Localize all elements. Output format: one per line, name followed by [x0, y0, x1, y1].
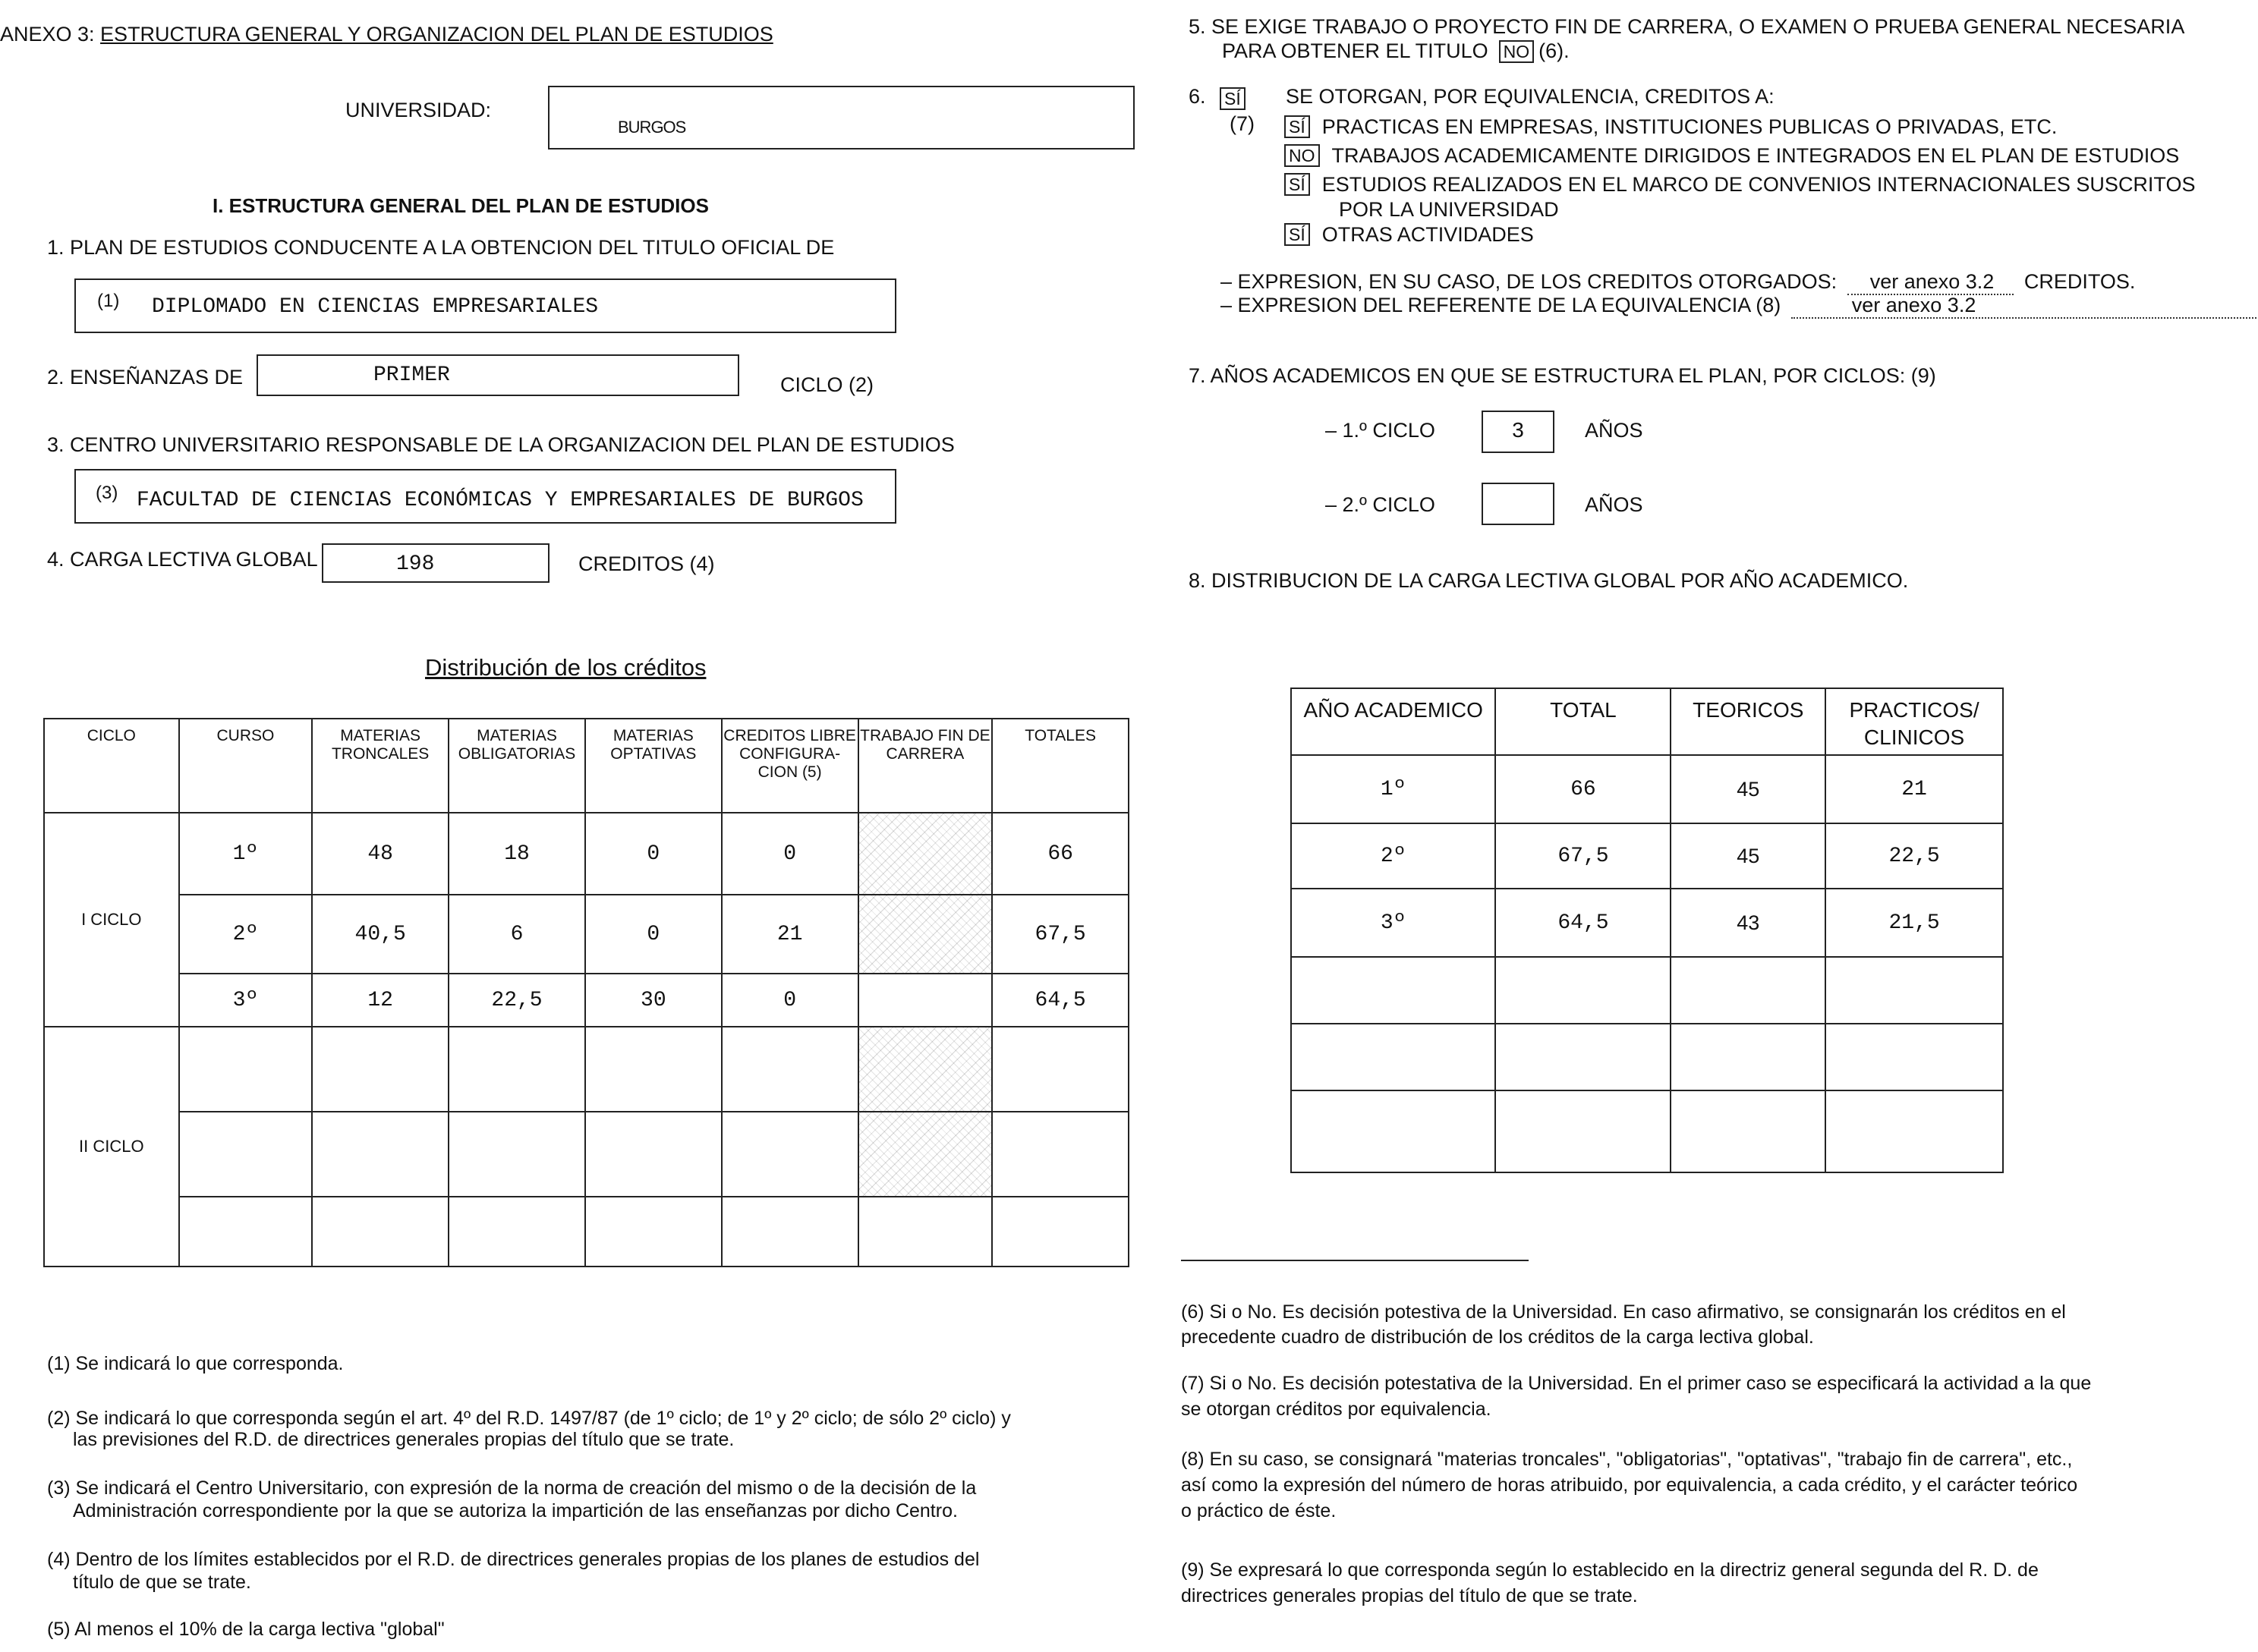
expr2: [1220, 294, 2258, 319]
col-obligatorias: MATERIAS OBLIGATORIAS: [449, 719, 585, 813]
q7-c1-label: – 1.º CICLO: [1325, 419, 1435, 442]
year-header-row: [1291, 688, 2003, 755]
q6-item-text: PRACTICAS EN EMPRESAS, INSTITUCIONES PUBLICAS O PRIVADAS, ETC.: [1321, 115, 2058, 138]
empty-cell: [585, 1197, 722, 1267]
q6-item: [1284, 112, 2195, 141]
col-ano-academico: AÑO ACADEMICO: [1291, 688, 1495, 755]
table-row: [1291, 1090, 2003, 1172]
empty-cell: [1291, 1024, 1495, 1090]
q6-item-cont: POR LA UNIVERSIDAD: [1339, 197, 1559, 221]
q2-field: [257, 354, 739, 396]
trabajo-cell: [858, 974, 993, 1027]
empty-cell: [449, 1197, 585, 1267]
curso-cell: 1º: [179, 813, 313, 895]
empty-cell: [1671, 1090, 1825, 1172]
table-row: [1291, 823, 2003, 889]
table-row: [44, 895, 1129, 974]
col-teoricos: TEORICOS: [1671, 688, 1825, 755]
q6-ref: (7): [1230, 112, 1255, 135]
footnote-3: (3) Se indicará el Centro Universitario, con expresión de la norma de creación del mismo o de la decisión de la: [47, 1477, 977, 1499]
year-distribution-table: [1290, 688, 2004, 1173]
expr1-value: ver anexo 3.2: [1847, 270, 2014, 295]
footnote-9: (9) Se expresará lo que corresponda según lo establecido en la directriz general segunda del R. D. de: [1181, 1559, 2039, 1581]
trabajo-cell-shaded: [858, 1027, 993, 1112]
q8-label: 8. DISTRIBUCION DE LA CARGA LECTIVA GLOBAL POR AÑO ACADEMICO.: [1189, 569, 1909, 592]
empty-cell: [1495, 957, 1671, 1024]
q2-value: PRIMER: [373, 363, 450, 387]
expr1-suffix: CREDITOS.: [2023, 270, 2136, 293]
q6-item-checkbox: SÍ: [1284, 173, 1310, 196]
curso-cell: 3º: [179, 974, 313, 1027]
q1-value: DIPLOMADO EN CIENCIAS EMPRESARIALES: [152, 295, 599, 319]
q6-item-checkbox: SÍ: [1284, 115, 1310, 138]
dist-header-row: [44, 719, 1129, 813]
q7-c2-field: [1482, 483, 1554, 525]
ciclo-1-label: I CICLO: [44, 813, 179, 1027]
footnote-8-cont2: o práctico de éste.: [1181, 1500, 1337, 1521]
annex-prefix: ANEXO 3:: [0, 23, 101, 46]
empty-cell: [722, 1027, 858, 1112]
teoricos-cell: 45: [1671, 823, 1825, 889]
empty-cell: [722, 1112, 858, 1197]
universidad-label: UNIVERSIDAD:: [345, 99, 492, 121]
q7-label: 7. AÑOS ACADEMICOS EN QUE SE ESTRUCTURA EL PLAN, POR CICLOS: (9): [1189, 364, 1936, 387]
col-libre-configuracion: CREDITOS LIBRE CONFIGURA- CION (5): [722, 719, 858, 813]
empty-cell: [1495, 1024, 1671, 1090]
q6-item: [1284, 170, 2195, 199]
q1-label: 1. PLAN DE ESTUDIOS CONDUCENTE A LA OBTENCION DEL TITULO OFICIAL DE: [47, 236, 835, 259]
empty-cell: [585, 1027, 722, 1112]
expr1: [1220, 270, 2135, 295]
obligatorias-cell: 22,5: [449, 974, 585, 1027]
total-cell: 66: [1495, 755, 1671, 823]
q6-item-checkbox: SÍ: [1284, 223, 1310, 246]
q5-line2-suffix: (6).: [1538, 39, 1570, 62]
table-row: [44, 974, 1129, 1027]
footnote-4-cont: título de que se trate.: [73, 1572, 251, 1593]
footnote-7-cont: se otorgan créditos por equivalencia.: [1181, 1399, 1491, 1420]
totales-cell: 67,5: [992, 895, 1129, 974]
table-row: [44, 1112, 1129, 1197]
empty-cell: [1671, 1024, 1825, 1090]
q5-line2-text: PARA OBTENER EL TITULO: [1222, 39, 1488, 62]
empty-cell: [179, 1112, 313, 1197]
empty-cell: [449, 1112, 585, 1197]
empty-cell: [449, 1027, 585, 1112]
footnote-8-cont: así como la expresión del número de horas atribuido, por equivalencia, a cada crédito, y el carácter teórico: [1181, 1474, 2078, 1496]
col-optativas: MATERIAS OPTATIVAS: [585, 719, 722, 813]
empty-cell: [585, 1112, 722, 1197]
teoricos-cell: 43: [1671, 889, 1825, 957]
empty-cell: [992, 1112, 1129, 1197]
col-troncales: MATERIAS TRONCALES: [312, 719, 449, 813]
q6-item-text: TRABAJOS ACADEMICAMENTE DIRIGIDOS E INTEGRADOS EN EL PLAN DE ESTUDIOS: [1331, 143, 2180, 167]
credits-distribution-table: [43, 718, 1129, 1267]
table-row: [1291, 889, 2003, 957]
troncales-cell: 12: [312, 974, 449, 1027]
q6-item-checkbox: NO: [1284, 144, 1320, 167]
q5-line1: 5. SE EXIGE TRABAJO O PROYECTO FIN DE CARRERA, O EXAMEN O PRUEBA GENERAL NECESARIA: [1189, 15, 2185, 38]
q6-title: SE OTORGAN, POR EQUIVALENCIA, CREDITOS A:: [1286, 85, 1775, 108]
empty-cell: [992, 1027, 1129, 1112]
section-title: I. ESTRUCTURA GENERAL DEL PLAN DE ESTUDIOS: [213, 194, 709, 217]
universidad-value: BURGOS: [618, 118, 686, 137]
col-trabajo-fin-carrera: TRABAJO FIN DE CARRERA: [858, 719, 993, 813]
year-cell: 2º: [1291, 823, 1495, 889]
q6-checkbox: SÍ: [1220, 87, 1246, 110]
total-cell: 67,5: [1495, 823, 1671, 889]
footnote-8: (8) En su caso, se consignará "materias troncales", "obligatorias", "optativas", "trabajo fin de carrera", etc.,: [1181, 1449, 2073, 1470]
empty-cell: [1291, 1090, 1495, 1172]
col-totales: TOTALES: [992, 719, 1129, 813]
footnote-5: (5) Al menos el 10% de la carga lectiva "global": [47, 1619, 445, 1640]
footnote-6-cont: precedente cuadro de distribución de los créditos de la carga lectiva global.: [1181, 1326, 1814, 1348]
q6-item-text: OTRAS ACTIVIDADES: [1321, 222, 1534, 246]
empty-cell: [1825, 1090, 2003, 1172]
optativas-cell: 0: [585, 895, 722, 974]
expr2-label: – EXPRESION DEL REFERENTE DE LA EQUIVALENCIA (8): [1220, 294, 1781, 316]
q3-label: 3. CENTRO UNIVERSITARIO RESPONSABLE DE LA ORGANIZACION DEL PLAN DE ESTUDIOS: [47, 433, 955, 456]
q7-c2-label: – 2.º CICLO: [1325, 493, 1435, 516]
obligatorias-cell: 18: [449, 813, 585, 895]
footnote-3-cont: Administración correspondiente por la que se autoriza la impartición de las enseñanzas por dicho Centro.: [73, 1500, 958, 1521]
practicos-cell: 21: [1825, 755, 2003, 823]
year-cell: 1º: [1291, 755, 1495, 823]
expr1-label: – EXPRESION, EN SU CASO, DE LOS CREDITOS OTORGADOS:: [1220, 270, 1838, 293]
q4-value: 198: [396, 552, 435, 576]
footnote-separator: [1181, 1260, 1529, 1261]
obligatorias-cell: 6: [449, 895, 585, 974]
q6-number: 6.: [1189, 85, 1206, 108]
q4-field: [322, 543, 550, 583]
col-curso: CURSO: [179, 719, 313, 813]
q3-ref: (3): [96, 483, 118, 503]
q5-line2: [1222, 39, 1570, 63]
total-cell: 64,5: [1495, 889, 1671, 957]
empty-cell: [1825, 957, 2003, 1024]
libre-cell: 0: [722, 974, 858, 1027]
dist-title: Distribución de los créditos: [425, 654, 707, 681]
q6-item: [1284, 220, 2195, 249]
empty-cell: [1291, 957, 1495, 1024]
table-row: [44, 813, 1129, 895]
expr2-value: ver anexo 3.2: [1791, 294, 2258, 319]
trabajo-cell-shaded: [858, 895, 993, 974]
curso-cell: 2º: [179, 895, 313, 974]
totales-cell: 64,5: [992, 974, 1129, 1027]
empty-cell: [992, 1197, 1129, 1267]
optativas-cell: 0: [585, 813, 722, 895]
libre-cell: 21: [722, 895, 858, 974]
troncales-cell: 40,5: [312, 895, 449, 974]
q3-field: [74, 469, 896, 524]
empty-cell: [179, 1027, 313, 1112]
q6-item-text: ESTUDIOS REALIZADOS EN EL MARCO DE CONVENIOS INTERNACIONALES SUSCRITOS: [1321, 172, 2196, 196]
annex-heading: [0, 23, 773, 46]
empty-cell: [1495, 1090, 1671, 1172]
q7-c2-unit: AÑOS: [1585, 493, 1643, 516]
q1-field: [74, 278, 896, 333]
table-row: [1291, 957, 2003, 1024]
empty-cell: [312, 1197, 449, 1267]
universidad-field: [548, 86, 1135, 149]
col-total: TOTAL: [1495, 688, 1671, 755]
col-practicos: PRACTICOS/ CLINICOS: [1825, 688, 2003, 755]
footnote-2: (2) Se indicará lo que corresponda según el art. 4º del R.D. 1497/87 (de 1º ciclo; de 1º y 2º ciclo; de sólo 2º ciclo) y: [47, 1408, 1011, 1429]
table-row: [1291, 1024, 2003, 1090]
trabajo-cell-shaded: [858, 1112, 993, 1197]
libre-cell: 0: [722, 813, 858, 895]
q1-ref: (1): [97, 291, 120, 311]
empty-cell: [312, 1112, 449, 1197]
empty-cell: [1671, 957, 1825, 1024]
empty-cell: [179, 1197, 313, 1267]
footnote-2-cont: las previsiones del R.D. de directrices generales propias del título que se trate.: [73, 1429, 735, 1450]
q5-checkbox: NO: [1499, 40, 1535, 63]
q6-items: [1284, 112, 2195, 249]
q4-label: 4. CARGA LECTIVA GLOBAL: [47, 548, 318, 571]
troncales-cell: 48: [312, 813, 449, 895]
trabajo-cell-shaded: [858, 813, 993, 895]
teoricos-cell: 45: [1671, 755, 1825, 823]
footnote-6: (6) Si o No. Es decisión potestiva de la Universidad. En caso afirmativo, se consignarán los créditos en el: [1181, 1301, 2066, 1323]
optativas-cell: 30: [585, 974, 722, 1027]
table-row: [44, 1197, 1129, 1267]
empty-cell: [722, 1197, 858, 1267]
q7-c1-unit: AÑOS: [1585, 419, 1643, 442]
practicos-cell: 21,5: [1825, 889, 2003, 957]
q2-suffix: CICLO (2): [780, 373, 874, 396]
q3-value: FACULTAD DE CIENCIAS ECONÓMICAS Y EMPRESARIALES DE BURGOS: [137, 489, 864, 512]
totales-cell: 66: [992, 813, 1129, 895]
annex-title: ESTRUCTURA GENERAL Y ORGANIZACION DEL PLAN DE ESTUDIOS: [100, 23, 773, 46]
q2-label: 2. ENSEÑANZAS DE: [47, 366, 244, 389]
year-cell: 3º: [1291, 889, 1495, 957]
q6-item: [1284, 141, 2195, 170]
empty-cell: [858, 1197, 993, 1267]
table-row: [44, 1027, 1129, 1112]
empty-cell: [312, 1027, 449, 1112]
footnote-7: (7) Si o No. Es decisión potestativa de la Universidad. En el primer caso se especificará la actividad a la que: [1181, 1373, 2092, 1394]
footnote-1: (1) Se indicará lo que corresponda.: [47, 1353, 344, 1374]
empty-cell: [1825, 1024, 2003, 1090]
footnote-4: (4) Dentro de los límites establecidos por el R.D. de directrices generales propias de los planes de estudios del: [47, 1549, 980, 1570]
col-ciclo: CICLO: [44, 719, 179, 813]
ciclo-2-label: II CICLO: [44, 1027, 179, 1267]
footnote-9-cont: directrices generales propias del título de que se trate.: [1181, 1585, 1638, 1606]
table-row: [1291, 755, 2003, 823]
q7-c1-field: 3: [1482, 411, 1554, 453]
q4-suffix: CREDITOS (4): [578, 552, 715, 575]
practicos-cell: 22,5: [1825, 823, 2003, 889]
